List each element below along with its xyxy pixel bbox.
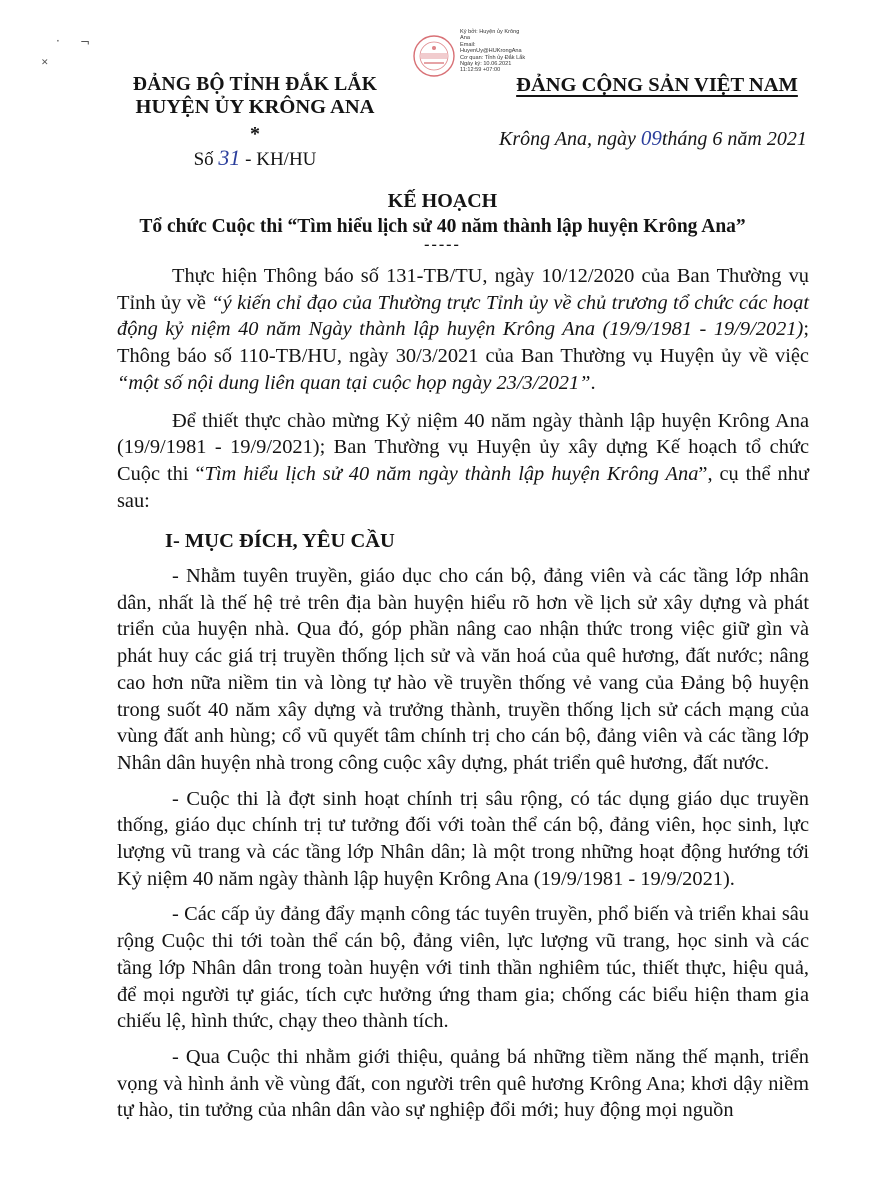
paragraph-aim-3: - Các cấp ủy đảng đẩy mạnh công tác tuyên truyền, phổ biến và triển khai sâu rộng Cuộc thi tới toàn thể cán bộ, đảng viên, lực lượng vũ trang, học sinh và các tầng lớp Nhân dân trong toàn huyện với tinh thần nghiêm túc, thiết thực, hiệu quả, để mọi người tự giác, tích cực hưởng ứng tham gia; chống các biểu hiện tham gia chiếu lệ, hình thức, chạy theo thành tích. — [117, 903, 809, 1033]
document-type-title: KẾ HOẠCH — [387, 190, 498, 212]
signature-line: Ký bởi: Huyện ủy Krông — [460, 29, 520, 35]
paragraph-aim-2: - Cuộc thi là đợt sinh hoạt chính trị sâu rộng, có tác dụng giáo dục truyền thống, giáo dục chính trị tư tưởng đối với toàn thể cán bộ, đảng viên, học sinh, lực lượng vũ trang và các tầng lớp Nhân dân; là một trong những hoạt động hướng tới Kỷ niệm 40 năm ngày thành lập huyện Krông Ana (19/9/1981 - 19/9/2021). — [117, 787, 809, 890]
title-divider: ----- — [424, 236, 461, 253]
signature-line: 11:12:59 +07:00 — [460, 67, 501, 74]
signature-line: Cơ quan: Tỉnh ủy Đắk Lắk — [460, 54, 526, 61]
signature-line: Email: — [460, 41, 476, 48]
scan-dot-mark: · — [56, 34, 60, 48]
paragraph-aim-1: - Nhằm tuyên truyền, giáo dục cho cán bộ, đảng viên và các tầng lớp nhân dân, nhất là thế hệ trẻ trên địa bàn huyện hiểu rõ hơn về lịch sử xây dựng và phát triển của huyện nhà. Qua đó, góp phần nâng cao nhận thức trong việc giữ gìn và phát huy các giá trị truyền thống lịch sử và văn hoá của quê hương, đất nước; nâng cao hơn nữa niềm tin và lòng tự hào về truyền thống vẻ vang của Đảng bộ huyện trong suốt 40 năm xây dựng và trưởng thành, truyền thống lịch sử cách mạng của vùng đất anh hùng; cổ vũ quyết tâm chính trị cho cán bộ, đảng viên và các tầng lớp Nhân dân huyện nhà trong công cuộc xây dựng, phát triển quê hương, đất nước. — [117, 565, 809, 774]
intro-quote-1: “ý kiến chỉ đạo của Thường trực Tỉnh ủy về chủ trương tổ chức các hoạt động kỷ niệm 40 năm Ngày thành lập huyện Krông Ana (19/9/1981 - 19/9/2021) — [117, 291, 809, 341]
party-name: ĐẢNG CỘNG SẢN VIỆT NAM — [516, 74, 798, 96]
purpose-contest-name: Tìm hiểu lịch sử 40 năm ngày thành lập huyện Krông Ana — [204, 462, 699, 485]
intro-text-c: ; Thông báo số 110-TB/HU, ngày 30/3/2021 của Ban Thường vụ Huyện ủy về việc — [117, 318, 809, 368]
place-suffix: tháng 6 năm 2021 — [661, 128, 807, 150]
place-prefix: Krông Ana, ngày — [499, 128, 641, 150]
paragraph-intro — [117, 263, 809, 397]
purpose-text-a: Để thiết thực chào mừng Kỷ niệm 40 năm ngày thành lập huyện Krông Ana (19/9/1981 - 19/9/2021); Ban Thường vụ Huyện ủy xây dựng Kế hoạch tổ chức Cuộc thi “ — [117, 409, 809, 485]
party-heading-block — [492, 74, 822, 97]
signature-line: HuyenUy@HUKrongAna — [460, 48, 522, 55]
doc-number-handwritten: 31 — [218, 145, 241, 170]
doc-number-suffix: - KH/HU — [240, 149, 317, 170]
intro-text-a: Thực hiện Thông báo số 131-TB/TU, ngày 10/12/2020 của Ban Thường vụ Tỉnh ủy về — [117, 265, 809, 314]
digital-signature-info — [460, 29, 570, 74]
org-provincial-committee: ĐẢNG BỘ TỈNH ĐẮK LẮK — [132, 74, 378, 95]
paragraph-aim-4: - Qua Cuộc thi nhằm giới thiệu, quảng bá những tiềm năng thế mạnh, triển vọng và hình ảnh về vùng đất, con người trên quê hương Krông Ana; khơi dậy niềm tự hào, tin tưởng của nhân dân vào sự nghiệp đổi mới; huy động mọi nguồn — [117, 1045, 809, 1122]
star-separator: * — [250, 123, 260, 145]
red-seal-stamp — [412, 34, 456, 78]
document-number — [90, 145, 420, 171]
date-day-handwritten: 09 — [640, 126, 662, 150]
document-subject: Tổ chức Cuộc thi “Tìm hiểu lịch sử 40 năm thành lập huyện Krông Ana” — [139, 216, 746, 237]
place-and-date — [499, 126, 807, 151]
signature-line: Ngày ký: 10.06.2021 — [460, 61, 512, 68]
intro-text-e: . — [590, 371, 596, 394]
issuing-organization-block — [90, 74, 420, 171]
scan-cross-mark: ✕ — [41, 58, 49, 68]
doc-number-prefix: Số — [193, 149, 219, 170]
scan-dash-mark: ¬ — [80, 35, 91, 49]
document-body — [117, 263, 809, 1124]
paragraph-purpose — [117, 408, 809, 515]
purpose-text-c: ”, cụ thể như sau: — [117, 462, 809, 512]
intro-quote-2: “một số nội dung liên quan tại cuộc họp ngày 23/3/2021” — [117, 371, 591, 394]
section-heading-1: I- MỤC ĐÍCH, YÊU CẦU — [165, 530, 395, 553]
org-district-committee: HUYỆN ỦY KRÔNG ANA — [135, 96, 375, 118]
signature-line: Ana — [460, 35, 470, 42]
